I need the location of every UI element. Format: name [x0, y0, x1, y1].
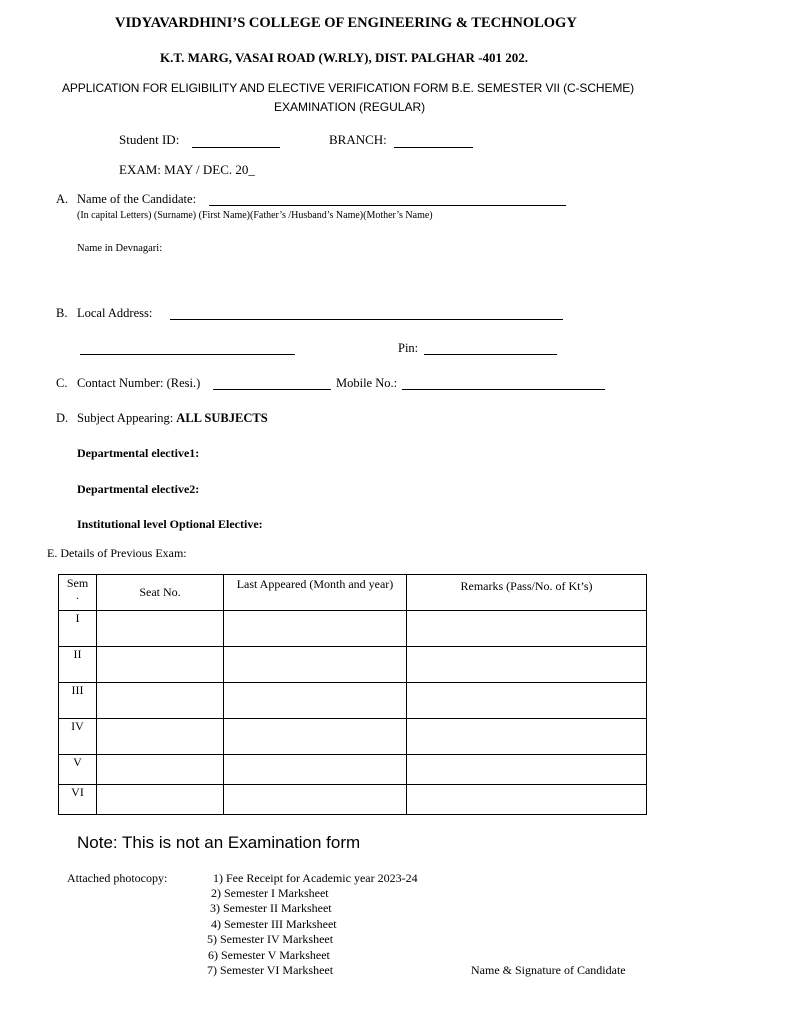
subject-appearing-label: Subject Appearing:	[77, 411, 174, 425]
branch-field[interactable]	[329, 132, 387, 148]
col-sem: Sem .	[59, 575, 97, 611]
list-item: 7) Semester VI Marksheet	[207, 963, 334, 977]
candidate-name-label: Name of the Candidate:	[77, 192, 197, 206]
note-text: Note: This is not an Examination form	[77, 833, 361, 852]
contact-number-label: Contact Number: (Resi.)	[77, 376, 201, 390]
table-header-row	[59, 575, 647, 611]
list-item: 6) Semester V Marksheet	[208, 948, 330, 962]
branch-blank[interactable]	[394, 147, 473, 148]
previous-exam-table	[58, 574, 647, 815]
section-d-letter: D.	[56, 411, 69, 425]
signature-label: Name & Signature of Candidate	[471, 963, 626, 977]
student-id-blank[interactable]	[192, 147, 280, 148]
address-blank-2[interactable]	[80, 354, 295, 355]
remarks-cell[interactable]	[407, 683, 647, 719]
last-appeared-cell[interactable]	[224, 719, 407, 755]
table-row	[59, 683, 647, 719]
remarks-cell[interactable]	[407, 611, 647, 647]
pin-blank[interactable]	[424, 354, 557, 355]
candidate-name-hint: (In capital Letters) (Surname) (First Name)(Father’s /Husband’s Name)(Mother’s Name)	[77, 210, 433, 221]
seat-no-cell[interactable]	[97, 611, 224, 647]
table-row	[59, 785, 647, 815]
departmental-elective1-label: Departmental elective1:	[77, 446, 200, 460]
last-appeared-cell[interactable]	[224, 647, 407, 683]
seat-no-cell[interactable]	[97, 755, 224, 785]
attached-photocopy-label: Attached photocopy:	[67, 871, 168, 885]
list-item: 3) Semester II Marksheet	[210, 901, 332, 915]
col-last-appeared: Last Appeared (Month and year)	[224, 575, 407, 611]
sem-cell: VI	[59, 785, 97, 815]
institutional-elective-label: Institutional level Optional Elective:	[77, 517, 263, 531]
remarks-cell[interactable]	[407, 755, 647, 785]
list-item: 2) Semester I Marksheet	[211, 886, 329, 900]
section-b-letter: B.	[56, 306, 68, 320]
seat-no-cell[interactable]	[97, 785, 224, 815]
remarks-cell[interactable]	[407, 785, 647, 815]
local-address-label: Local Address:	[77, 306, 153, 320]
col-seat-no: Seat No.	[97, 575, 224, 611]
sem-cell: I	[59, 611, 97, 647]
remarks-cell[interactable]	[407, 647, 647, 683]
last-appeared-cell[interactable]	[224, 755, 407, 785]
seat-no-cell[interactable]	[97, 683, 224, 719]
college-address: K.T. MARG, VASAI ROAD (W.RLY), DIST. PALGHAR -401 202.	[160, 50, 529, 65]
last-appeared-cell[interactable]	[224, 785, 407, 815]
table-row	[59, 611, 647, 647]
list-item: 1) Fee Receipt for Academic year 2023-24	[213, 871, 418, 885]
previous-exam-label: E. Details of Previous Exam:	[47, 546, 187, 560]
table-row	[59, 719, 647, 755]
list-item: 4) Semester III Marksheet	[211, 917, 337, 931]
mobile-label: Mobile No.:	[336, 376, 398, 390]
contact-resi-blank[interactable]	[213, 389, 331, 390]
col-remarks: Remarks (Pass/No. of Kt’s)	[407, 575, 647, 611]
subject-appearing	[77, 411, 268, 426]
section-c-letter: C.	[56, 376, 68, 390]
sem-cell: IV	[59, 719, 97, 755]
exam-label: EXAM: MAY / DEC. 20_	[119, 162, 255, 177]
form-title-line1: APPLICATION FOR ELIGIBILITY AND ELECTIVE VERIFICATION FORM B.E. SEMESTER VII (C-SCHEME)	[62, 81, 635, 95]
sem-cell: III	[59, 683, 97, 719]
remarks-cell[interactable]	[407, 719, 647, 755]
subject-appearing-value: ALL SUBJECTS	[176, 411, 268, 425]
seat-no-cell[interactable]	[97, 647, 224, 683]
student-id-label: Student ID:	[119, 132, 180, 147]
departmental-elective2-label: Departmental elective2:	[77, 482, 200, 496]
branch-label: BRANCH:	[329, 132, 387, 147]
form-title-line2: EXAMINATION (REGULAR)	[274, 100, 426, 114]
last-appeared-cell[interactable]	[224, 611, 407, 647]
list-item: 5) Semester IV Marksheet	[207, 932, 334, 946]
seat-no-cell[interactable]	[97, 719, 224, 755]
sem-cell: V	[59, 755, 97, 785]
college-name: VIDYAVARDHINI’S COLLEGE OF ENGINEERING & TECHNOLOGY	[115, 15, 577, 31]
table-row	[59, 755, 647, 785]
address-blank-1[interactable]	[170, 319, 563, 320]
student-id-field[interactable]	[119, 132, 179, 148]
sem-cell: II	[59, 647, 97, 683]
candidate-name-blank[interactable]	[209, 205, 566, 206]
pin-label: Pin:	[398, 341, 419, 355]
mobile-blank[interactable]	[402, 389, 605, 390]
table-row	[59, 647, 647, 683]
section-a-letter: A.	[56, 192, 69, 206]
last-appeared-cell[interactable]	[224, 683, 407, 719]
devnagari-name-label: Name in Devnagari:	[77, 243, 163, 254]
